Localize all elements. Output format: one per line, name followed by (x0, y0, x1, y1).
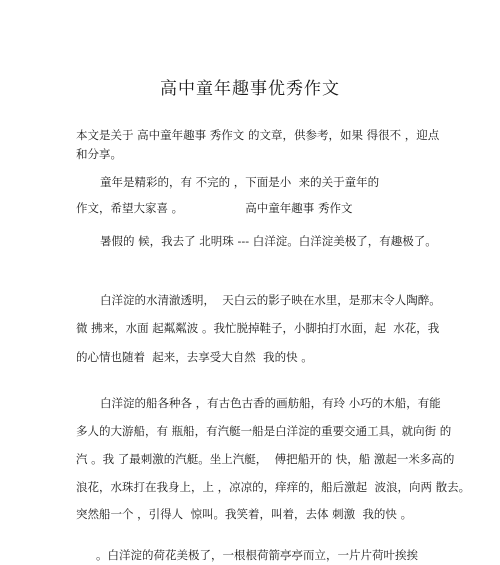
paragraph-line: 汽 。我 了最刺激的汽艇。坐上汽艇， 傅把船开的 快，船 激起一米多高的 (76, 452, 455, 466)
paragraph-line: 暑假的 候，我去了 北明珠 --- 白洋淀。白洋淀美极了，有趣极了。 (100, 234, 437, 248)
paragraph-line: 和分享。 (76, 147, 122, 161)
paragraph-line: 童年是精彩的，有 不完的 ，下面是小 来的关于童年的 (100, 175, 380, 189)
paragraph-line: 多人的大游船，有 瓶船，有汽艇一船是白洋淀的重要交通工具，就向街 的 (76, 424, 452, 438)
paragraph-line: 本文是关于 高中童年趣事 秀作文 的文章，供参考，如果 得很不 ，迎点 (76, 128, 440, 142)
paragraph-line: 作文，希望大家喜 。 高中童年趣事 秀作文 (76, 201, 353, 215)
paragraph-line: 浪花，水珠打在我身上，上 ，凉凉的，痒痒的，船后激起 波浪，向两 散去。 (76, 480, 471, 494)
document-title: 高中童年趣事优秀作文 (160, 79, 340, 99)
paragraph-line: 微 拂来，水面 起粼粼波 。我忙脱掉鞋子，小脚拍打水面，起 水花，我 (76, 321, 440, 335)
paragraph-line: 白洋淀的水清澈透明， 天白云的影子映在水里，是那末令人陶醉。 (100, 293, 441, 307)
paragraph-line: 突然船一个 ，引得人 惊叫。我笑着，叫着，去体 刺激 我的快 。 (76, 507, 413, 521)
paragraph-line: 白洋淀的船各种各 ，有古色古香的画舫船，有玲 小巧的木船，有能 (100, 396, 441, 410)
paragraph-line: 的心情也随着 起来，去享受大自然 我的快 。 (76, 350, 313, 364)
paragraph-line: 。白洋淀的荷花美极了，一根根荷箭亭亭而立，一片片荷叶挨挨 (96, 548, 418, 562)
